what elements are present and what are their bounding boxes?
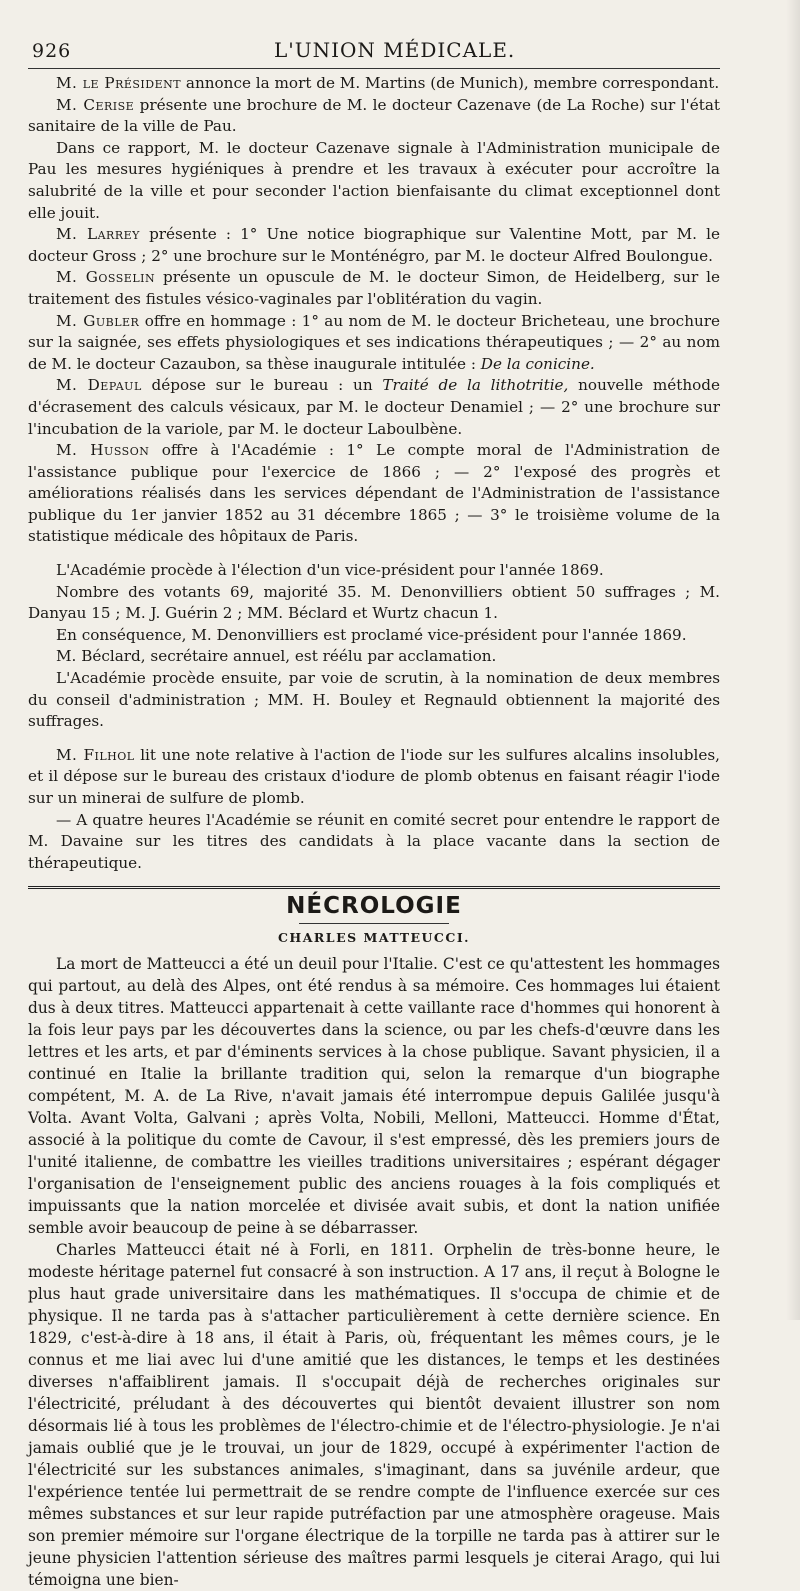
paragraph: Charles Matteucci était né à Forli, en 1811. Orphelin de très-bonne heure, le modeste héritage paternel fut consacré à son instruction. A 17 ans, il reçut à Bologne le plus haut grade universitaire dans les mathématiques. Il s'occupa de chimie et de physique. Il ne tarda pas à s'attacher particulièrement à cette dernière science. En 1829, c'est-à-dire à 18 ans, il était à Paris, où, fréquentant les mêmes cours, je le connus et me liai avec lui d'une amitié que les distances, le temps et les destinées diverses n'affaiblirent jamais. Il s'occupait déjà de recherches originales sur l'électricité, préludant à des découvertes qui bientôt devaient illustrer son nom désormais lié à tous les problèmes de l'électro-chimie et de l'électro-physiologie. Je n'ai jamais oublié que je le trouvai, un jour de 1829, occupé à expérimenter l'action de l'électricité sur les substances animales, s'imaginant, dans sa juvénile ardeur, que l'expérience tentée lui permettrait de se rendre compte de l'influence exercée sur ces mêmes substances et sur leur rapide putréfaction par une atmosphère orageuse. Mais son premier mémoire sur l'organe électrique de la torpille ne tarda pas à attirer sur le jeune physicien l'attention sérieuse des maîtres parmi lesquels je citerai Arago, qui lui témoigna une bien- — [28, 1241, 720, 1590]
paragraph-text: présente une brochure de M. le docteur Cazenave (de La Roche) sur l'état sanitaire de la ville de Pau. — [28, 95, 720, 136]
paragraph: — A quatre heures l'Académie se réunit en comité secret pour entendre le rapport de M. Davaine sur les titres des candidats à la place vacante dans la section de thérapeutique. — [28, 810, 720, 872]
speaker-name: M. Depaul — [56, 376, 142, 395]
paragraph — [28, 745, 720, 810]
paragraph — [28, 375, 720, 440]
paragraph — [28, 95, 720, 138]
paragraph: La mort de Matteucci a été un deuil pour l'Italie. C'est ce qu'attestent les hommages qui partout, au delà des Alpes, ont été rendus à sa mémoire. Ces hommages lui étaient dus à deux titres. Matteucci appartenait à cette vaillante race d'hommes qui honorent à la fois leur pays par les découvertes dans la science, ou par les chefs-d'œuvre dans les lettres et les arts, et par d'éminents services à la chose publique. Savant physicien, il a continué en Italie la brillante tradition qui, selon la remarque d'un biographe compétent, M. A. de La Rive, n'avait jamais été interrompue depuis Galilée jusqu'à Volta. Avant Volta, Galvani ; après Volta, Nobili, Melloni, Matteucci. Homme d'État, associé à la politique du comte de Cavour, il s'est empressé, dès les premiers jours de l'unité italienne, de combattre les vieilles traditions universitaires ; espérant dégager l'organisation de l'enseignement public des anciens rouages à la fois compliqués et impuissants que la nation morcelée et divisée avait subis, et dont la nation unifiée semble avoir beaucoup de peine à se débarrasser. — [28, 955, 720, 1238]
speaker-name: M. le Président — [56, 74, 182, 92]
speaker-name: M. Husson — [56, 441, 150, 460]
paragraph-text: offre à l'Académie : 1° Le compte moral de l'Administration de l'assistance publique pour l'exercice de 1866 ; — 2° l'exposé des progrès et améliorations réalisés dans les services dépendant de l'Administration de l'assistance publique du 1er janvier 1852 au 31 décembre 1865 ; — 3° le troisième volume de la statistique médicale des hôpitaux de Paris. — [28, 441, 720, 546]
paragraph-text: nouvelle méthode d'écrasement des calculs vésicaux, par M. le docteur Denamiel ; — 2° une brochure sur l'incubation de la variole, par M. le docteur Laboulbène. — [28, 376, 721, 438]
paragraph — [28, 440, 720, 548]
paragraph — [28, 73, 720, 95]
speaker-name: M. Cerise — [56, 95, 135, 114]
book-title: Traité de la lithotritie, — [382, 376, 569, 395]
journal-title: L'UNION MÉDICALE. — [274, 38, 516, 62]
section-subtitle: CHARLES MATTEUCCI. — [277, 930, 471, 946]
paragraph: L'Académie procède ensuite, par voie de scrutin, à la nomination de deux membres du conseil d'administration ; MM. H. Bouley et Regnauld obtiennent la majorité des suffrages. — [28, 669, 720, 731]
page-edge-shadow — [786, 0, 800, 1320]
speaker-name: M. Larrey — [56, 225, 140, 244]
paragraph — [28, 311, 720, 376]
header-rule — [28, 68, 720, 69]
book-title: De la conicine. — [480, 354, 595, 373]
paragraph — [28, 224, 720, 267]
paragraph: Dans ce rapport, M. le docteur Cazenave signale à l'Administration municipale de Pau les mesures hygiéniques à prendre et les travaux à exécuter pour accroître la salubrité de la ville et pour seconder l'action bienfaisante du climat exceptionnel dont elle jouit. — [28, 138, 720, 222]
session-report — [28, 73, 720, 874]
section-divider — [28, 886, 720, 889]
paragraph-text: offre en hommage : 1° au nom de M. le docteur Bricheteau, une brochure sur la saignée, ses effets physiologiques et ses indications thérapeutiques ; — 2° au nom de M. le docteur Cazaubon, sa thèse inaugurale intitulée : — [28, 311, 720, 373]
paragraph-text: présente : 1° Une notice biographique sur Valentine Mott, par M. le docteur Gross ; 2° une brochure sur le Monténégro, par M. le docteur Alfred Boulongue. — [28, 225, 720, 265]
paragraph: Nombre des votants 69, majorité 35. M. Denonvilliers obtient 50 suffrages ; M. Danyau 15 ; M. J. Guérin 2 ; MM. Béclard et Wurtz chacun 1. — [28, 582, 720, 623]
section-title: NÉCROLOGIE — [286, 893, 462, 920]
paragraph-text: lit une note relative à l'action de l'iode sur les sulfures alcalins insolubles, et il dépose sur le bureau des cristaux d'iodure de plomb obtenus en faisant réagir l'iode sur un minerai de sulfure de plomb. — [28, 745, 721, 807]
paragraph: L'Académie procède à l'élection d'un vice-président pour l'année 1869. — [56, 561, 604, 580]
paragraph: En conséquence, M. Denonvilliers est proclamé vice-président pour l'année 1869. — [56, 625, 687, 644]
paragraph-text: annonce la mort de M. Martins (de Munich), membre correspondant. — [181, 74, 720, 92]
paragraph-text: dépose sur le bureau : un — [141, 376, 383, 395]
paragraph-text: présente un opuscule de M. le docteur Simon, de Heidelberg, sur le traitement des fistules vésico-vaginales par l'oblitération du vagin. — [28, 268, 720, 308]
running-header — [28, 36, 720, 66]
speaker-name: M. Gubler — [56, 311, 140, 330]
speaker-name: M. Gosselin — [56, 268, 156, 287]
title-rule — [299, 923, 449, 924]
speaker-name: M. Filhol — [56, 745, 135, 764]
page-number: 926 — [32, 40, 72, 62]
paragraph: M. Béclard, secrétaire annuel, est réélu par acclamation. — [56, 647, 497, 666]
necrologie-section — [28, 893, 720, 1591]
paragraph — [28, 267, 720, 310]
